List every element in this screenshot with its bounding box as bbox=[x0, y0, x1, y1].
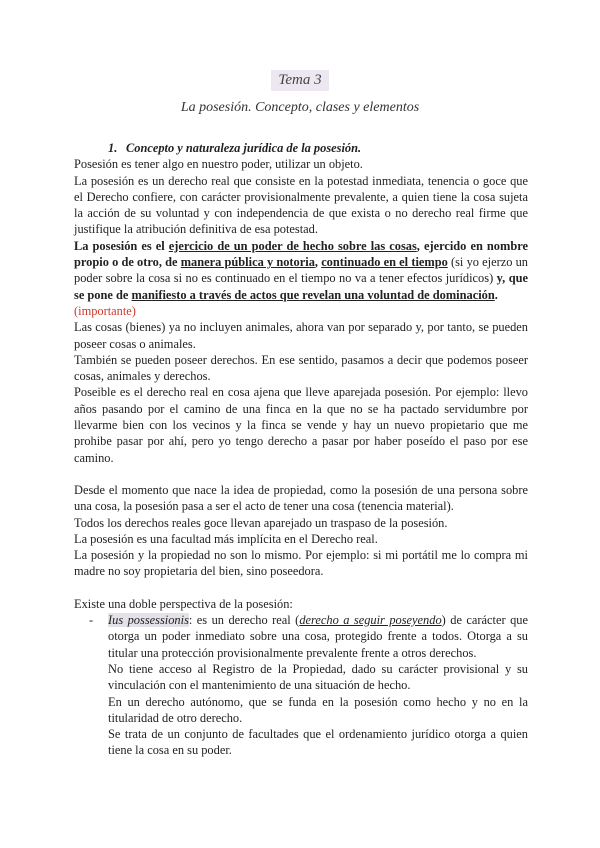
topic-label: Tema 3 bbox=[271, 70, 328, 91]
paragraph-9: La posesión es una facultad más implícita en el Derecho real. bbox=[74, 531, 378, 546]
document-body bbox=[74, 140, 528, 759]
perspective-list bbox=[74, 612, 528, 759]
paragraph-4: Las cosas (bienes) ya no incluyen animales, ahora van por separado y, por tanto, se pueden poseer cosas o animales. bbox=[74, 320, 528, 351]
p3-underline-3: continuado en el tiempo bbox=[321, 255, 448, 270]
p3-underline-4: manifiesto a través de actos que revelan una voluntad de dominación bbox=[131, 287, 495, 302]
p3-text-c: , ejercido en nombre propio o de otro, de bbox=[74, 238, 528, 270]
paragraph-5: También se pueden poseer derechos. En ese sentido, pasamos a decir que podemos poseer cosas, animales y derechos. bbox=[74, 352, 528, 384]
important-note: (importante) bbox=[74, 303, 136, 318]
list-paren-text: derecho a seguir poseyendo bbox=[299, 613, 442, 628]
p3-text-g: (si yo ejerzo un poder sobre la cosa si no es continuado en el tiempo no va a tener efectos jurídicos) bbox=[74, 255, 528, 286]
title-block bbox=[0, 70, 600, 116]
paragraph-3 bbox=[74, 238, 528, 319]
list-text-sep: : es un derecho real ( bbox=[188, 613, 300, 628]
list-text-rest: ) de carácter que otorga un poder inmediato sobre una cosa, protegido frente a todos. Otorga a su titular una protección provisionalmente prevalente frente a otros derechos. bbox=[108, 613, 528, 660]
paragraph-7: Desde el momento que nace la idea de propiedad, como la posesión de una persona sobre una cosa, la posesión pasa a ser el acto de tener una cosa (tenencia material). bbox=[74, 482, 528, 514]
paragraph-11: Existe una doble perspectiva de la posesión: bbox=[74, 596, 293, 611]
list-item bbox=[74, 612, 528, 759]
paragraph-2: La posesión es un derecho real que consiste en la potestad inmediata, tenencia o goce que el Derecho confiere, con carácter provisionalmente prevalente, a quien tiene la cosa sujeta la acción de su voluntad y con independencia de que exista o no derecho real firme que justifique la atribución definitiva de esa potestad. bbox=[74, 173, 528, 237]
list-paragraph-2: No tiene acceso al Registro de la Propiedad, dado su carácter provisional y su vinculación con el mantenimiento de una situación de hecho. bbox=[108, 661, 528, 693]
spacer bbox=[74, 466, 528, 482]
p3-underline-2: manera pública y notoria bbox=[180, 255, 315, 270]
paragraph-10: La posesión y la propiedad no son lo mismo. Por ejemplo: si mi portátil me lo compra mi madre no soy propietaria del bien, sino poseedora. bbox=[74, 548, 528, 579]
ius-possessionis-term: Ius possessionis bbox=[108, 613, 189, 628]
section-heading bbox=[74, 140, 528, 156]
paragraph-8: Todos los derechos reales goce llevan aparejado un traspaso de la posesión. bbox=[74, 515, 448, 530]
p3-text-a: La posesión es el bbox=[74, 238, 169, 253]
p3-text-h: y, que se pone de bbox=[74, 271, 528, 302]
paragraph-6: Poseible es el derecho real en cosa ajena que lleve aparejada posesión. Por ejemplo: llevo años pasando por el camino de una finca en la que no se ha pactado servidumbre por llevarme bien con los vecinos y la finca se vende y hay un nuevo propietario que me prohibe pasar por ahí, pero yo tengo derecho a pasar por haber poseído el paso por ese camino. bbox=[74, 385, 528, 465]
section-title: Concepto y naturaleza jurídica de la posesión. bbox=[126, 141, 362, 155]
list-paragraph-3: En un derecho autónomo, que se funda en la posesión como hecho y no en la titularidad de otro derecho. bbox=[108, 694, 528, 725]
paragraph-1: Posesión es tener algo en nuestro poder, utilizar un objeto. bbox=[74, 157, 363, 172]
p3-underline-1: ejercicio de un poder de hecho sobre las cosas bbox=[168, 238, 417, 253]
page-subtitle: La posesión. Concepto, clases y elementos bbox=[180, 100, 420, 115]
list-paragraph-4: Se trata de un conjunto de facultades que el ordenamiento jurídico otorga a quien tiene la cosa en su poder. bbox=[108, 727, 528, 758]
section-number: 1. bbox=[108, 141, 118, 155]
list-dash: - bbox=[89, 613, 94, 628]
list-paragraph-1 bbox=[108, 612, 528, 661]
p3-text-j: . bbox=[494, 287, 498, 302]
spacer bbox=[74, 580, 528, 596]
p3-text-e: , bbox=[314, 255, 322, 270]
